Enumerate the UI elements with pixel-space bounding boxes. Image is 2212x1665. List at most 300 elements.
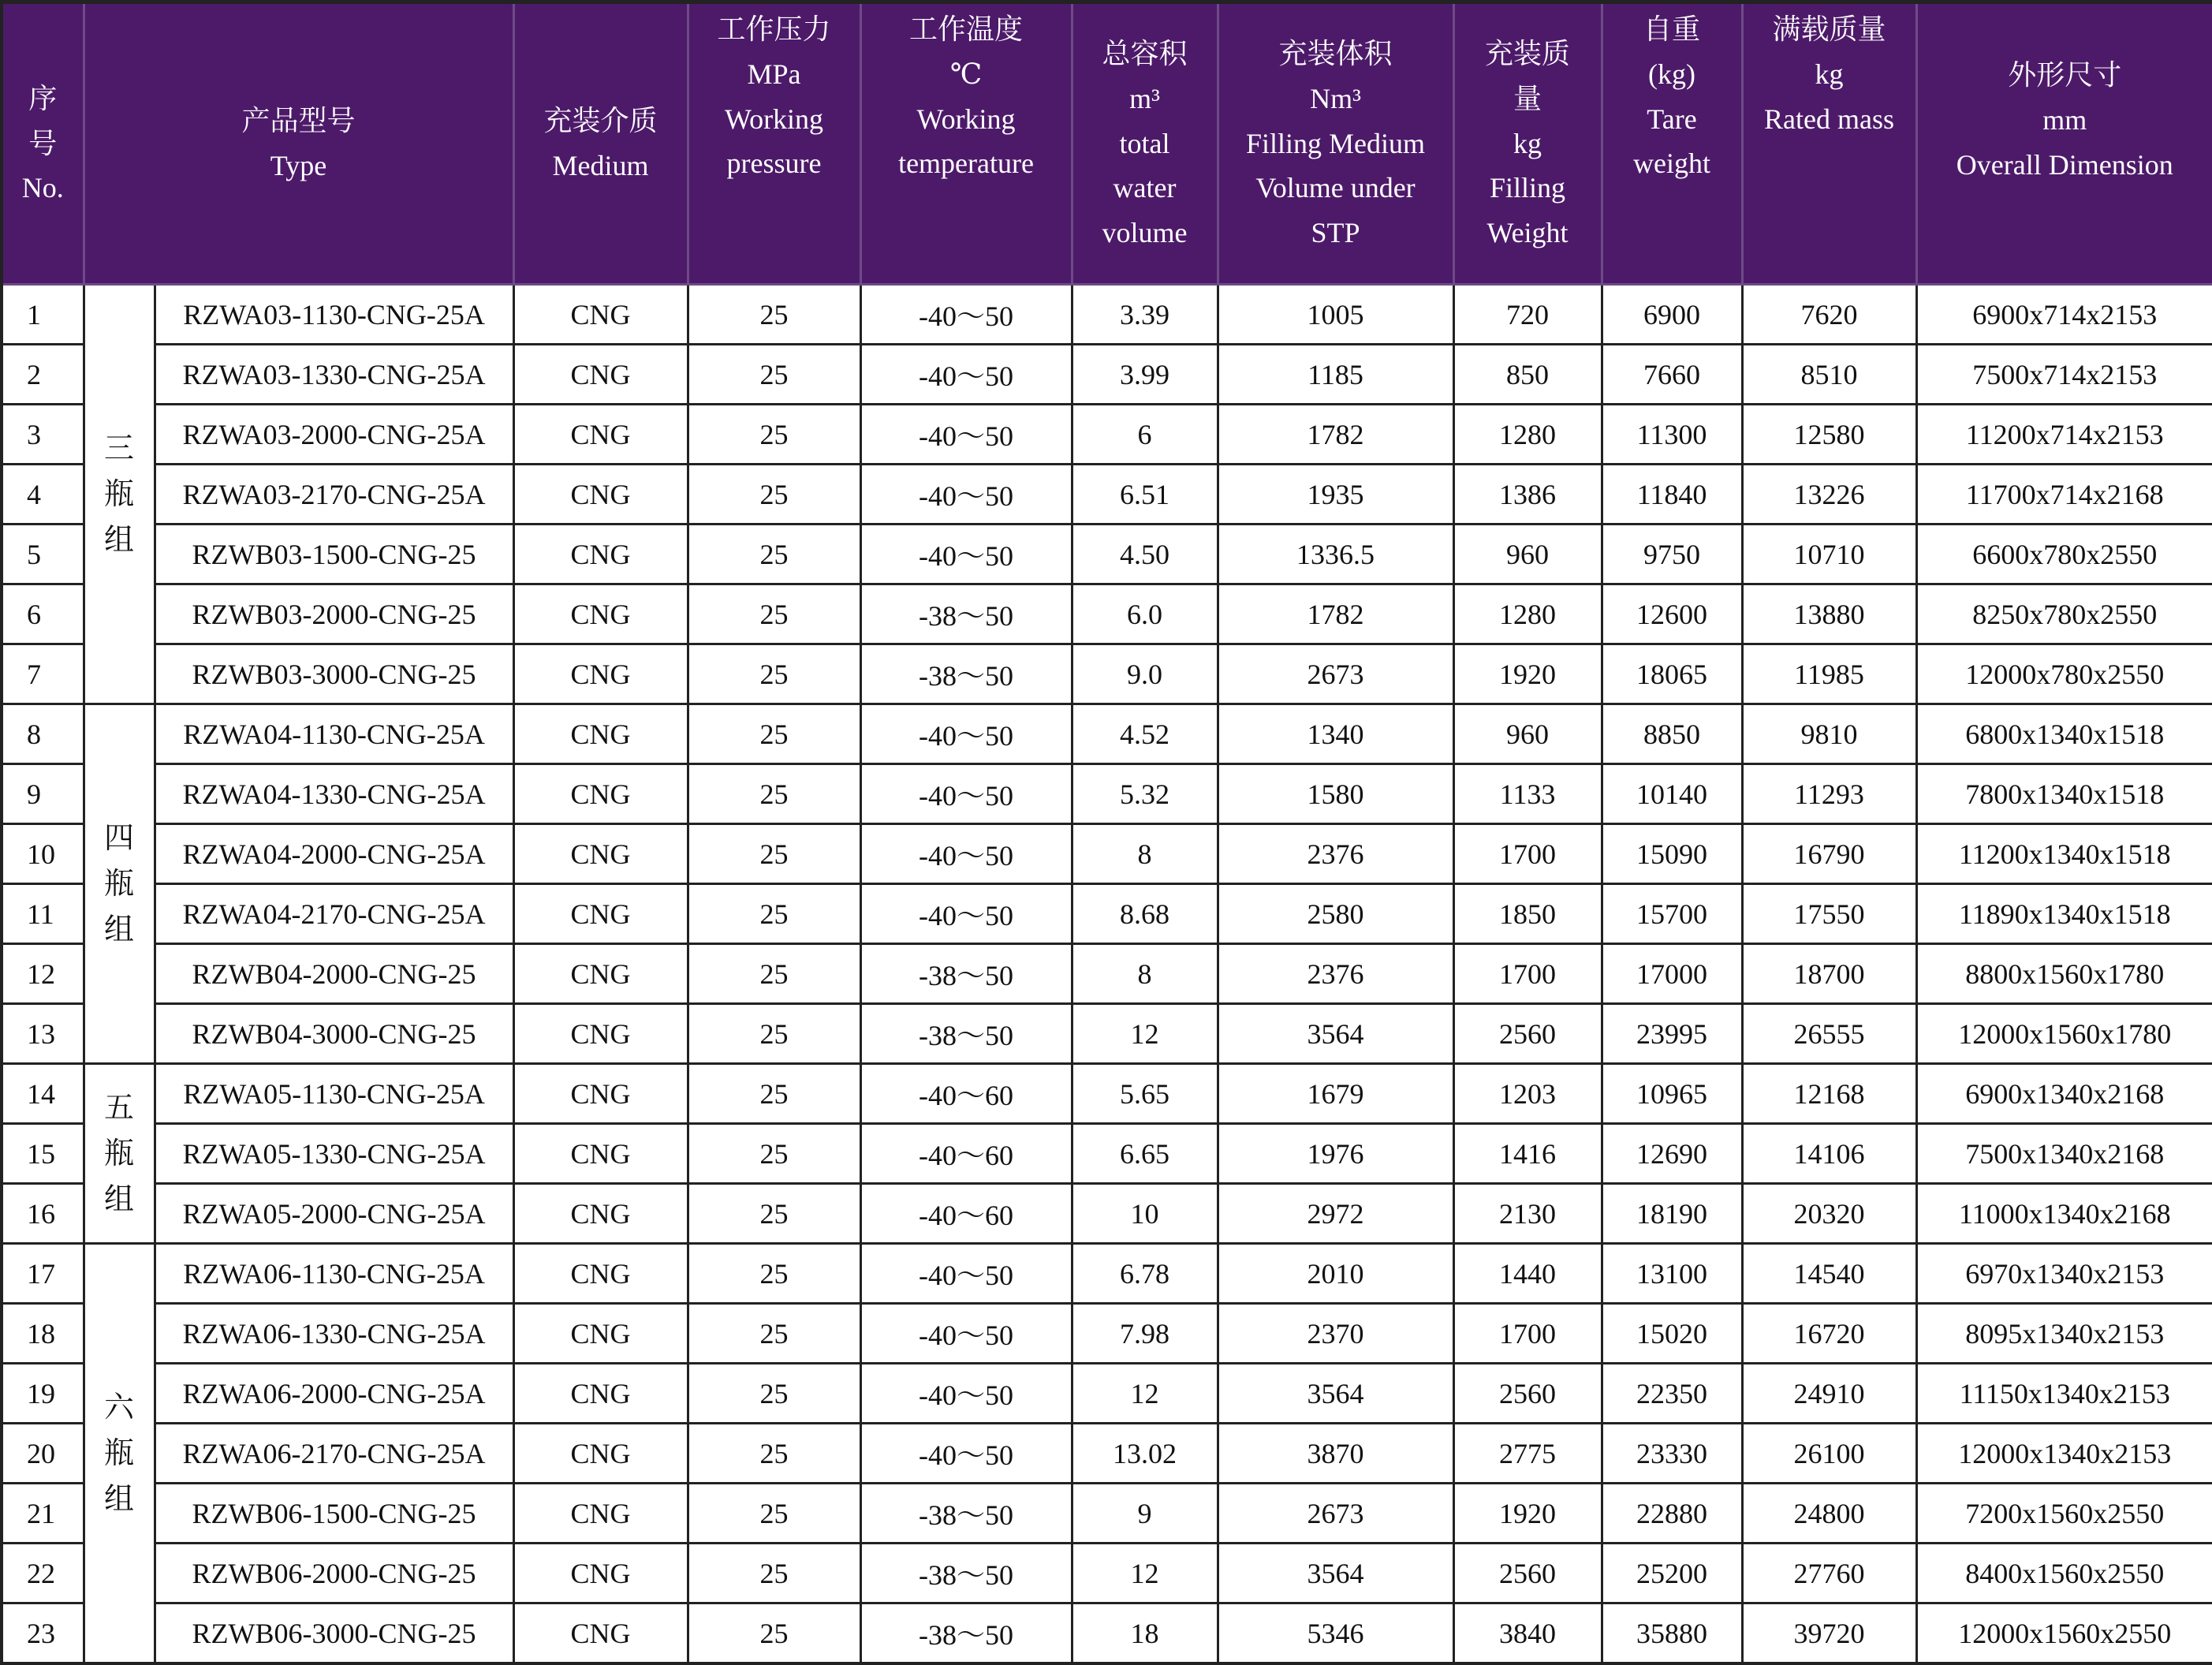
cell-dimension: 12000x1560x2550: [1916, 1603, 2212, 1664]
header-filling-volume-line: STP: [1311, 217, 1360, 249]
cell-volume: 12: [1072, 1544, 1218, 1603]
cell-tare-weight: 9750: [1602, 525, 1742, 584]
table-row: [2, 465, 2212, 525]
cell-filling-weight: 1700: [1453, 824, 1602, 884]
header-pressure-line: MPa: [747, 58, 801, 90]
header-rated-mass-line: kg: [1815, 58, 1844, 90]
header-type-line: Type: [270, 150, 327, 181]
cell-filling-weight: 850: [1453, 345, 1602, 405]
cell-rated-mass: 27760: [1742, 1544, 1916, 1603]
cell-temperature: -38～50: [860, 1484, 1072, 1544]
group-label-char: 组: [103, 1182, 134, 1216]
group-label-char: 瓶: [103, 477, 134, 511]
table-row: [2, 584, 2212, 644]
cell-medium: CNG: [513, 1424, 688, 1484]
cell-pressure: 25: [688, 525, 860, 584]
cell-tare-weight: 12600: [1602, 584, 1742, 644]
cell-filling-weight: 1280: [1453, 584, 1602, 644]
cell-no: 13: [2, 1004, 84, 1064]
cell-temperature: -40～50: [860, 1424, 1072, 1484]
header-dimension-line: Overall Dimension: [1956, 148, 2173, 181]
cell-dimension: 11200x714x2153: [1916, 405, 2212, 465]
cell-pressure: 25: [688, 1184, 860, 1244]
cell-type: RZWB03-1500-CNG-25: [155, 525, 513, 584]
cell-filling-volume: 5346: [1218, 1603, 1453, 1664]
cell-pressure: 25: [688, 1484, 860, 1544]
cell-dimension: 6800x1340x1518: [1916, 704, 2212, 764]
cell-medium: CNG: [513, 1184, 688, 1244]
group-label-char: 组: [103, 913, 134, 946]
cell-medium: CNG: [513, 1484, 688, 1544]
cell-pressure: 25: [688, 1244, 860, 1304]
table-row: [2, 944, 2212, 1004]
header-pressure-line: pressure: [726, 147, 822, 180]
cell-rated-mass: 16720: [1742, 1304, 1916, 1364]
header-rated-mass: [1742, 2, 1916, 285]
cell-medium: CNG: [513, 1544, 688, 1603]
table-row: [2, 1364, 2212, 1424]
cell-pressure: 25: [688, 285, 860, 345]
cell-filling-volume: 2673: [1218, 644, 1453, 704]
cell-volume: 18: [1072, 1603, 1218, 1664]
cell-temperature: -40～50: [860, 1244, 1072, 1304]
header-medium-line: 充装介质: [543, 105, 658, 137]
cell-type: RZWB04-3000-CNG-25: [155, 1004, 513, 1064]
cell-tare-weight: 11840: [1602, 465, 1742, 525]
cell-volume: 9.0: [1072, 644, 1218, 704]
cell-rated-mass: 17550: [1742, 884, 1916, 944]
header-filling-volume: [1218, 2, 1453, 285]
cell-no: 5: [2, 525, 84, 584]
cell-medium: CNG: [513, 1304, 688, 1364]
cell-type: RZWA05-1330-CNG-25A: [155, 1124, 513, 1184]
header-filling-weight-line: kg: [1513, 127, 1542, 159]
cell-medium: CNG: [513, 525, 688, 584]
cell-rated-mass: 24910: [1742, 1364, 1916, 1424]
cell-temperature: -38～50: [860, 1544, 1072, 1603]
cell-filling-volume: 3564: [1218, 1544, 1453, 1603]
cell-rated-mass: 26100: [1742, 1424, 1916, 1484]
cell-type: RZWB04-2000-CNG-25: [155, 944, 513, 1004]
header-no-line: 序: [28, 82, 58, 114]
cell-tare-weight: 10965: [1602, 1064, 1742, 1124]
cell-type: RZWB06-1500-CNG-25: [155, 1484, 513, 1544]
cell-volume: 8: [1072, 944, 1218, 1004]
cell-tare-weight: 17000: [1602, 944, 1742, 1004]
cell-temperature: -40～60: [860, 1124, 1072, 1184]
cell-temperature: -38～50: [860, 1004, 1072, 1064]
group-label-char: 瓶: [103, 1436, 134, 1470]
group-label-char: 组: [103, 1482, 134, 1516]
cell-temperature: -40～50: [860, 1304, 1072, 1364]
cell-medium: CNG: [513, 944, 688, 1004]
header-pressure: [688, 2, 860, 285]
header-pressure-line: 工作压力: [717, 13, 831, 45]
cell-temperature: -38～50: [860, 644, 1072, 704]
cell-filling-weight: 1416: [1453, 1124, 1602, 1184]
cell-filling-volume: 2376: [1218, 824, 1453, 884]
cell-pressure: 25: [688, 1004, 860, 1064]
table-row: [2, 1603, 2212, 1664]
cell-no: 6: [2, 584, 84, 644]
header-filling-weight-line: Weight: [1486, 217, 1569, 249]
table-row: [2, 345, 2212, 405]
cell-no: 3: [2, 405, 84, 465]
cell-medium: CNG: [513, 764, 688, 824]
cell-filling-weight: 720: [1453, 285, 1602, 345]
cell-pressure: 25: [688, 345, 860, 405]
table-row: [2, 704, 2212, 764]
cell-tare-weight: 6900: [1602, 285, 1742, 345]
cell-no: 16: [2, 1184, 84, 1244]
cell-volume: 10: [1072, 1184, 1218, 1244]
cell-tare-weight: 7660: [1602, 345, 1742, 405]
table-row: [2, 1184, 2212, 1244]
cell-volume: 5.32: [1072, 764, 1218, 824]
cell-volume: 6: [1072, 405, 1218, 465]
cell-volume: 6.65: [1072, 1124, 1218, 1184]
cell-dimension: 8800x1560x1780: [1916, 944, 2212, 1004]
table-row: [2, 1304, 2212, 1364]
cell-tare-weight: 11300: [1602, 405, 1742, 465]
cell-medium: CNG: [513, 405, 688, 465]
group-cell: [84, 1064, 155, 1244]
cell-filling-volume: 2376: [1218, 944, 1453, 1004]
cell-tare-weight: 35880: [1602, 1603, 1742, 1664]
cell-volume: 6.78: [1072, 1244, 1218, 1304]
header-pressure-line: Working: [724, 103, 824, 135]
cell-type: RZWA05-2000-CNG-25A: [155, 1184, 513, 1244]
cell-dimension: 6900x714x2153: [1916, 285, 2212, 345]
group-label-char: 四: [103, 821, 134, 855]
cell-filling-volume: 1580: [1218, 764, 1453, 824]
header-type: [84, 2, 513, 285]
cell-rated-mass: 20320: [1742, 1184, 1916, 1244]
header-tare-weight-line: (kg): [1648, 58, 1695, 90]
cell-volume: 3.39: [1072, 285, 1218, 345]
cell-tare-weight: 23995: [1602, 1004, 1742, 1064]
cell-filling-weight: 2560: [1453, 1004, 1602, 1064]
cell-dimension: 12000x780x2550: [1916, 644, 2212, 704]
table-row: [2, 1064, 2212, 1124]
cell-temperature: -40～50: [860, 764, 1072, 824]
cell-no: 8: [2, 704, 84, 764]
cell-dimension: 6970x1340x2153: [1916, 1244, 2212, 1304]
header-tare-weight-line: weight: [1633, 147, 1710, 180]
header-filling-volume-line: 充装体积: [1278, 38, 1393, 69]
cell-no: 22: [2, 1544, 84, 1603]
group-cell: [84, 285, 155, 704]
header-tare-weight-line: 自重: [1643, 13, 1701, 45]
header-medium-line: Medium: [552, 150, 649, 181]
cell-no: 2: [2, 345, 84, 405]
cell-tare-weight: 10140: [1602, 764, 1742, 824]
header-row: [2, 2, 2212, 285]
table-row: [2, 824, 2212, 884]
group-label-char: 组: [103, 523, 134, 557]
table-row: [2, 1424, 2212, 1484]
cell-filling-volume: 1005: [1218, 285, 1453, 345]
cell-type: RZWA03-1330-CNG-25A: [155, 345, 513, 405]
header-volume-line: water: [1113, 172, 1177, 204]
cell-volume: 9: [1072, 1484, 1218, 1544]
header-filling-volume-line: Nm³: [1310, 82, 1361, 114]
cell-filling-volume: 1935: [1218, 465, 1453, 525]
cell-filling-weight: 1133: [1453, 764, 1602, 824]
cell-filling-weight: 1920: [1453, 644, 1602, 704]
cell-volume: 4.50: [1072, 525, 1218, 584]
header-filling-volume-line: Filling Medium: [1246, 127, 1426, 159]
cell-dimension: 11200x1340x1518: [1916, 824, 2212, 884]
cell-dimension: 11700x714x2168: [1916, 465, 2212, 525]
cell-filling-weight: 960: [1453, 704, 1602, 764]
cell-filling-weight: 2775: [1453, 1424, 1602, 1484]
cell-dimension: 11150x1340x2153: [1916, 1364, 2212, 1424]
header-filling-weight-line: 量: [1513, 82, 1542, 114]
cell-medium: CNG: [513, 704, 688, 764]
cell-type: RZWA06-1330-CNG-25A: [155, 1304, 513, 1364]
cell-rated-mass: 18700: [1742, 944, 1916, 1004]
header-volume-line: volume: [1102, 217, 1188, 249]
header-dimension-line: 外形尺寸: [2008, 59, 2122, 91]
cell-pressure: 25: [688, 1424, 860, 1484]
cell-filling-volume: 1782: [1218, 584, 1453, 644]
cell-rated-mass: 16790: [1742, 824, 1916, 884]
cell-type: RZWB03-2000-CNG-25: [155, 584, 513, 644]
cell-pressure: 25: [688, 1124, 860, 1184]
cell-no: 17: [2, 1244, 84, 1304]
cell-rated-mass: 9810: [1742, 704, 1916, 764]
cell-rated-mass: 7620: [1742, 285, 1916, 345]
cell-dimension: 7800x1340x1518: [1916, 764, 2212, 824]
cell-dimension: 8095x1340x2153: [1916, 1304, 2212, 1364]
cell-dimension: 6900x1340x2168: [1916, 1064, 2212, 1124]
cell-filling-volume: 2580: [1218, 884, 1453, 944]
cell-rated-mass: 14540: [1742, 1244, 1916, 1304]
cell-no: 11: [2, 884, 84, 944]
cell-filling-weight: 1700: [1453, 1304, 1602, 1364]
cell-filling-weight: 960: [1453, 525, 1602, 584]
cell-dimension: 12000x1560x1780: [1916, 1004, 2212, 1064]
cell-rated-mass: 14106: [1742, 1124, 1916, 1184]
cell-temperature: -40～50: [860, 704, 1072, 764]
cell-no: 21: [2, 1484, 84, 1544]
cell-no: 9: [2, 764, 84, 824]
header-rated-mass-line: 满载质量: [1772, 13, 1886, 45]
group-label-char: 六: [103, 1391, 134, 1424]
cell-no: 15: [2, 1124, 84, 1184]
cell-temperature: -40～50: [860, 465, 1072, 525]
cell-temperature: -40～50: [860, 345, 1072, 405]
cell-volume: 12: [1072, 1004, 1218, 1064]
cell-rated-mass: 39720: [1742, 1603, 1916, 1664]
cell-filling-volume: 3564: [1218, 1364, 1453, 1424]
header-dimension: [1916, 2, 2212, 285]
cell-medium: CNG: [513, 1004, 688, 1064]
cell-no: 14: [2, 1064, 84, 1124]
cell-tare-weight: 8850: [1602, 704, 1742, 764]
header-temperature-line: Working: [916, 103, 1016, 135]
cell-temperature: -40～60: [860, 1184, 1072, 1244]
cell-tare-weight: 18190: [1602, 1184, 1742, 1244]
table-row: [2, 884, 2212, 944]
cell-medium: CNG: [513, 1064, 688, 1124]
cell-filling-volume: 2972: [1218, 1184, 1453, 1244]
table-row: [2, 1244, 2212, 1304]
cell-type: RZWA04-2000-CNG-25A: [155, 824, 513, 884]
cell-tare-weight: 25200: [1602, 1544, 1742, 1603]
cell-pressure: 25: [688, 884, 860, 944]
table-row: [2, 644, 2212, 704]
cell-volume: 7.98: [1072, 1304, 1218, 1364]
cell-rated-mass: 13226: [1742, 465, 1916, 525]
header-rated-mass-line: Rated mass: [1764, 103, 1894, 135]
header-no-line: No.: [21, 172, 64, 204]
cell-filling-volume: 1185: [1218, 345, 1453, 405]
cell-temperature: -40～50: [860, 1364, 1072, 1424]
cell-rated-mass: 11985: [1742, 644, 1916, 704]
cell-rated-mass: 8510: [1742, 345, 1916, 405]
cell-medium: CNG: [513, 1603, 688, 1664]
cell-pressure: 25: [688, 465, 860, 525]
cell-temperature: -38～50: [860, 944, 1072, 1004]
cell-type: RZWB06-2000-CNG-25: [155, 1544, 513, 1603]
cell-medium: CNG: [513, 824, 688, 884]
cell-filling-volume: 1976: [1218, 1124, 1453, 1184]
header-volume-line: m³: [1129, 82, 1160, 114]
cell-filling-weight: 1280: [1453, 405, 1602, 465]
group-cell: [84, 1244, 155, 1664]
cell-type: RZWA06-1130-CNG-25A: [155, 1244, 513, 1304]
cell-type: RZWA03-2000-CNG-25A: [155, 405, 513, 465]
cell-type: RZWA03-2170-CNG-25A: [155, 465, 513, 525]
cell-filling-volume: 1782: [1218, 405, 1453, 465]
cell-pressure: 25: [688, 644, 860, 704]
header-volume-line: 总容积: [1102, 38, 1188, 69]
cell-no: 7: [2, 644, 84, 704]
cell-pressure: 25: [688, 1364, 860, 1424]
group-label-char: 三: [103, 431, 134, 465]
table-row: [2, 525, 2212, 584]
cell-filling-volume: 1336.5: [1218, 525, 1453, 584]
cell-type: RZWB03-3000-CNG-25: [155, 644, 513, 704]
cell-filling-weight: 1920: [1453, 1484, 1602, 1544]
cell-filling-weight: 1850: [1453, 884, 1602, 944]
header-filling-weight: [1453, 2, 1602, 285]
cell-rated-mass: 13880: [1742, 584, 1916, 644]
cell-filling-volume: 1340: [1218, 704, 1453, 764]
cell-type: RZWA04-1130-CNG-25A: [155, 704, 513, 764]
cell-tare-weight: 18065: [1602, 644, 1742, 704]
header-filling-weight-line: 充装质: [1485, 38, 1571, 69]
cell-rated-mass: 11293: [1742, 764, 1916, 824]
cell-type: RZWA04-2170-CNG-25A: [155, 884, 513, 944]
header-temperature-line: ℃: [949, 58, 983, 90]
cell-pressure: 25: [688, 1603, 860, 1664]
cell-filling-weight: 1700: [1453, 944, 1602, 1004]
cell-pressure: 25: [688, 1304, 860, 1364]
cell-volume: 3.99: [1072, 345, 1218, 405]
cell-filling-volume: 3564: [1218, 1004, 1453, 1064]
cell-dimension: 11000x1340x2168: [1916, 1184, 2212, 1244]
cell-temperature: -40～50: [860, 884, 1072, 944]
cell-type: RZWB06-3000-CNG-25: [155, 1603, 513, 1664]
header-temperature-line: 工作温度: [909, 13, 1024, 45]
header-filling-weight-line: Filling: [1490, 172, 1566, 204]
cell-volume: 13.02: [1072, 1424, 1218, 1484]
cell-medium: CNG: [513, 285, 688, 345]
cell-filling-weight: 2560: [1453, 1364, 1602, 1424]
cell-pressure: 25: [688, 704, 860, 764]
header-temperature: [860, 2, 1072, 285]
cell-medium: CNG: [513, 465, 688, 525]
cell-rated-mass: 10710: [1742, 525, 1916, 584]
header-no: [2, 2, 84, 285]
table-body: [2, 285, 2212, 1664]
cell-dimension: 7200x1560x2550: [1916, 1484, 2212, 1544]
cell-type: RZWA04-1330-CNG-25A: [155, 764, 513, 824]
cell-filling-weight: 1386: [1453, 465, 1602, 525]
cell-rated-mass: 26555: [1742, 1004, 1916, 1064]
table-row: [2, 1124, 2212, 1184]
cell-volume: 12: [1072, 1364, 1218, 1424]
cell-medium: CNG: [513, 644, 688, 704]
cell-dimension: 8400x1560x2550: [1916, 1544, 2212, 1603]
cell-type: RZWA06-2000-CNG-25A: [155, 1364, 513, 1424]
cell-medium: CNG: [513, 1124, 688, 1184]
cell-volume: 6.0: [1072, 584, 1218, 644]
cell-dimension: 7500x714x2153: [1916, 345, 2212, 405]
cell-rated-mass: 12168: [1742, 1064, 1916, 1124]
cell-no: 10: [2, 824, 84, 884]
table-row: [2, 285, 2212, 345]
cell-pressure: 25: [688, 824, 860, 884]
cell-volume: 4.52: [1072, 704, 1218, 764]
cell-tare-weight: 15090: [1602, 824, 1742, 884]
cell-dimension: 8250x780x2550: [1916, 584, 2212, 644]
header-volume: [1072, 2, 1218, 285]
cell-pressure: 25: [688, 584, 860, 644]
cell-temperature: -40～50: [860, 405, 1072, 465]
header-filling-volume-line: Volume under: [1255, 172, 1416, 204]
cell-no: 12: [2, 944, 84, 1004]
cell-medium: CNG: [513, 584, 688, 644]
cell-filling-volume: 2010: [1218, 1244, 1453, 1304]
cell-no: 18: [2, 1304, 84, 1364]
cell-type: RZWA05-1130-CNG-25A: [155, 1064, 513, 1124]
cell-filling-volume: 2370: [1218, 1304, 1453, 1364]
cell-tare-weight: 22350: [1602, 1364, 1742, 1424]
cell-no: 23: [2, 1603, 84, 1664]
cell-no: 20: [2, 1424, 84, 1484]
header-medium: [513, 2, 688, 285]
cell-pressure: 25: [688, 405, 860, 465]
cell-no: 4: [2, 465, 84, 525]
cell-no: 1: [2, 285, 84, 345]
table-row: [2, 1004, 2212, 1064]
header-volume-line: total: [1119, 127, 1170, 159]
cell-tare-weight: 15700: [1602, 884, 1742, 944]
cell-type: RZWA06-2170-CNG-25A: [155, 1424, 513, 1484]
header-tare-weight: [1602, 2, 1742, 285]
group-cell: [84, 704, 155, 1064]
cell-filling-weight: 2130: [1453, 1184, 1602, 1244]
cell-rated-mass: 24800: [1742, 1484, 1916, 1544]
cell-medium: CNG: [513, 1244, 688, 1304]
group-label-char: 瓶: [103, 1137, 134, 1170]
cell-temperature: -40～50: [860, 285, 1072, 345]
cell-temperature: -38～50: [860, 1603, 1072, 1664]
